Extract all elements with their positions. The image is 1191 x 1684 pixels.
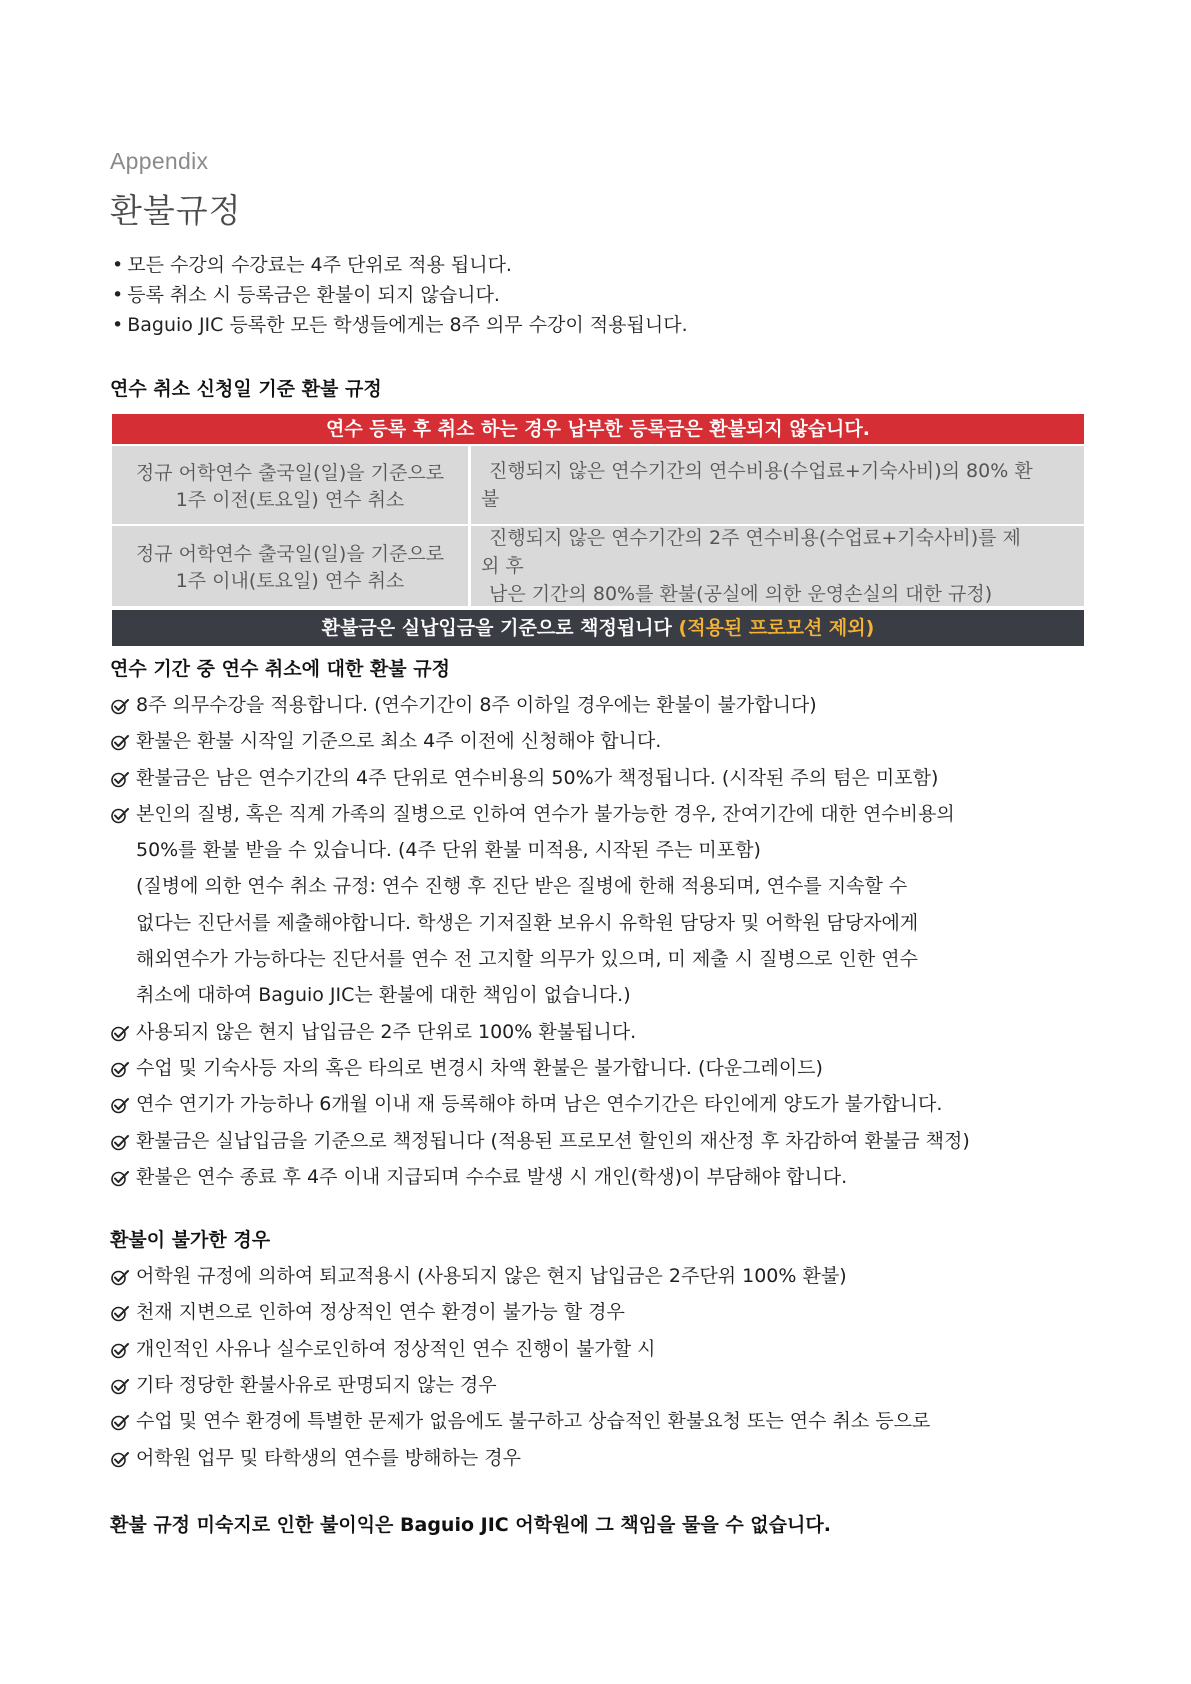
list-item-text: 개인적인 사유나 실수로인하여 정상적인 연수 진행이 불가할 시 [136,1337,656,1360]
list-item-text: 천재 지변으로 인하여 정상적인 연수 환경이 불가능 할 경우 [136,1301,625,1324]
section-heading-during-course: 연수 기간 중 연수 취소에 대한 환불 규정 [110,658,450,680]
list-item [110,687,1085,723]
dark-banner-text: 환불금은 실납입금을 기준으로 책정됩니다 [321,617,679,639]
table-cell-condition [112,446,468,524]
list-item-line: 해외연수가 가능하다는 진단서를 연수 전 고지할 의무가 있으며, 미 제출 시 질병으로 인한 연수 [136,948,919,971]
during-course-rules [110,687,1085,1195]
check-circle-icon [110,1268,130,1286]
table-cell-condition [112,526,468,606]
list-item-line: 사용되지 않은 현지 납입금은 2주 단위로 100% 환불됩니다. [136,1020,637,1043]
cell-line: 불 [481,488,500,510]
check-circle-icon [110,1377,130,1395]
cell-line: 진행되지 않은 연수기간의 연수비용(수업료+기숙사비)의 80% 환 [489,460,1033,482]
list-item-text: 어학원 업무 및 타학생의 연수를 방해하는 경우 [136,1446,521,1469]
red-banner: 연수 등록 후 취소 하는 경우 납부한 등록금은 환불되지 않습니다. [112,414,1084,444]
check-circle-icon [110,806,130,824]
list-item-line: 환불금은 실납입금을 기준으로 책정됩니다 (적용된 프로모션 할인의 재산정 후 차감하여 환불금 책정) [136,1129,970,1152]
list-item-line: 수업 및 기숙사등 자의 혹은 타의로 변경시 차액 환불은 불가합니다. (다운그레이드) [136,1056,823,1079]
list-item [110,723,1085,759]
table-cell-refund [471,446,1084,524]
list-item-line: 환불금은 남은 연수기간의 4주 단위로 연수비용의 50%가 책정됩니다. (시작된 주의 텀은 미포함) [136,766,939,789]
list-item [110,796,1085,1014]
cell-line: 1주 이내(토요일) 연수 취소 [175,570,405,592]
check-circle-icon [110,1341,130,1359]
list-item [110,1294,1085,1330]
dark-banner-highlight: (적용된 프로모션 제외) [678,617,875,639]
list-item-line: 환불은 연수 종료 후 4주 이내 지급되며 수수료 발생 시 개인(학생)이 부담해야 합니다. [136,1165,848,1188]
check-circle-icon [110,1169,130,1187]
list-item-line: 50%를 환불 받을 수 있습니다. (4주 단위 환불 미적용, 시작된 주는 미포함) [136,839,761,862]
check-circle-icon [110,697,130,715]
list-item-line: 8주 의무수강을 적용합니다. (연수기간이 8주 이하일 경우에는 환불이 불가합니다) [136,694,817,716]
footer-note: 환불 규정 미숙지로 인한 불이익은 Baguio JIC 어학원에 그 책임을 물을 수 없습니다. [110,1513,831,1536]
check-circle-icon [110,1450,130,1468]
list-item [110,1258,1085,1294]
table-row [112,526,1084,606]
list-item-text: 수업 및 연수 환경에 특별한 문제가 없음에도 불구하고 상습적인 환불요청 또는 연수 취소 등으로 [136,1410,931,1433]
refund-table [112,414,1084,646]
list-item [110,1403,1085,1439]
cell-line: 정규 어학연수 출국일(일)을 기준으로 [135,543,445,565]
cell-line: 외 후 [481,555,524,577]
cell-line: 1주 이전(토요일) 연수 취소 [175,489,405,511]
intro-bullet: • Baguio JIC 등록한 모든 학생들에게는 8주 의무 수강이 적용됩니다. [112,310,1085,340]
check-circle-icon [110,1133,130,1151]
check-circle-icon [110,1413,130,1431]
check-circle-icon [110,1024,130,1042]
appendix-label: Appendix [110,148,209,174]
section-heading-no-refund: 환불이 불가한 경우 [110,1229,271,1252]
cell-line: 진행되지 않은 연수기간의 2주 연수비용(수업료+기숙사비)를 제 [489,527,1021,549]
list-item [110,1123,1085,1159]
list-item [110,1050,1085,1086]
check-circle-icon [110,1060,130,1078]
section-heading-cancellation-date: 연수 취소 신청일 기준 환불 규정 [110,378,382,400]
cell-line: 정규 어학연수 출국일(일)을 기준으로 [135,462,445,484]
list-item [110,760,1085,796]
intro-bullets [112,250,1085,340]
list-item [110,1331,1085,1367]
list-item [110,1440,1085,1476]
check-circle-icon [110,770,130,788]
list-item-line: 취소에 대하여 Baguio JIC는 환불에 대한 책임이 없습니다.) [136,984,631,1007]
list-item [110,1367,1085,1403]
list-item-line: 연수 연기가 가능하나 6개월 이내 재 등록해야 하며 남은 연수기간은 타인에게 양도가 불가합니다. [136,1093,943,1116]
check-circle-icon [110,733,130,751]
table-row [112,446,1084,524]
check-circle-icon [110,1096,130,1114]
list-item-text: 어학원 규정에 의하여 퇴교적용시 (사용되지 않은 현지 납입금은 2주단위 100% 환불) [136,1265,847,1288]
list-item-line: (질병에 의한 연수 취소 규정: 연수 진행 후 진단 받은 질병에 한해 적용되며, 연수를 지속할 수 [136,875,908,898]
list-item-line: 환불은 환불 시작일 기준으로 최소 4주 이전에 신청해야 합니다. [136,730,662,753]
refund-policy-page [110,148,1085,1556]
list-item-line: 없다는 진단서를 제출해야합니다. 학생은 기저질환 보유시 유학원 담당자 및 어학원 담당자에게 [136,911,919,934]
check-circle-icon [110,1304,130,1322]
page-title: 환불규정 [110,191,242,230]
list-item [110,1014,1085,1050]
list-item-text: 기타 정당한 환불사유로 판명되지 않는 경우 [136,1374,497,1397]
intro-bullet: • 모든 수강의 수강료는 4주 단위로 적용 됩니다. [112,250,1085,280]
dark-banner [112,610,1084,646]
list-item-line: 본인의 질병, 혹은 직계 가족의 질병으로 인하여 연수가 불가능한 경우, 잔여기간에 대한 연수비용의 [136,802,955,825]
list-item [110,1159,1085,1195]
table-cell-refund [471,526,1084,606]
list-item [110,1086,1085,1122]
cell-line: 남은 기간의 80%를 환불(공실에 의한 운영손실의 대한 규정) [489,583,993,605]
no-refund-cases [110,1258,1085,1476]
intro-bullet: • 등록 취소 시 등록금은 환불이 되지 않습니다. [112,280,1085,310]
